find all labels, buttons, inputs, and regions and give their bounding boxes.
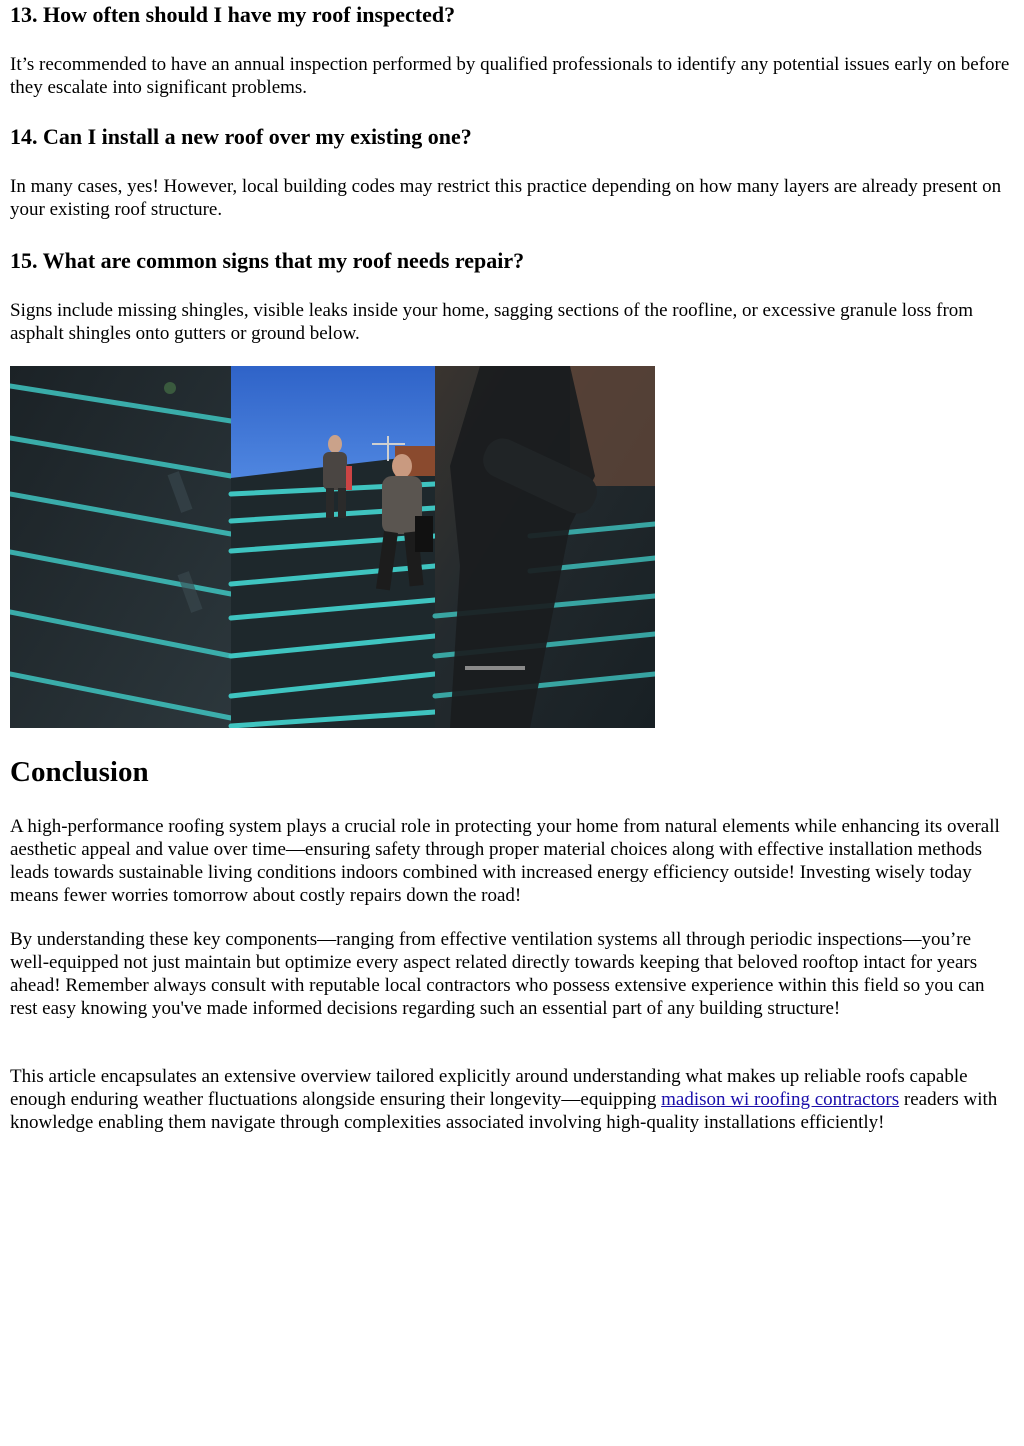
madison-roofing-link[interactable]: madison wi roofing contractors [661, 1089, 900, 1110]
faq-answer-15: Signs include missing shingles, visible leaks inside your home, sagging sections of the roofline, or excessive granule loss from asphalt shingles onto gutters or ground below. [10, 300, 974, 344]
roofers-on-roof-photo [10, 366, 655, 728]
faq-answer-13: It’s recommended to have an annual inspection performed by qualified professionals to identify any potential issues early on before they escalate into significant problems. [10, 54, 1010, 98]
paragraph-3-text-after: readers with knowledge enabling them navigate through complexities associated involving high-quality installations efficiently! [10, 1089, 998, 1133]
faq-question-14: 14. Can I install a new roof over my existing one? [10, 124, 472, 149]
conclusion-paragraph-3 [10, 1065, 1014, 1134]
faq-answer-14: In many cases, yes! However, local building codes may restrict this practice depending on how many layers are already present on your existing roof structure. [10, 176, 1002, 220]
faq-question-15: 15. What are common signs that my roof needs repair? [10, 248, 525, 273]
conclusion-heading: Conclusion [10, 756, 149, 788]
paragraph-3-text-before: This article encapsulates an extensive overview tailored explicitly around understanding what makes up reliable roofs capable enough enduring weather fluctuations alongside ensuring their longevity—equipping [10, 1066, 968, 1110]
conclusion-paragraph-2: By understanding these key components—ranging from effective ventilation systems all through periodic inspections—you’re well-equipped not just maintain but optimize every aspect related directly towards keeping that beloved rooftop intact for years ahead! Remember always consult with reputable local contractors who possess extensive experience within this field so you can rest easy knowing you've made informed decisions regarding such an essential part of any building structure! [10, 929, 985, 1019]
conclusion-paragraph-1: A high-performance roofing system plays a crucial role in protecting your home from natural elements while enhancing its overall aesthetic appeal and value over time—ensuring safety through proper material choices along with effective installation methods leads towards sustainable living conditions indoors combined with increased energy efficiency outside! Investing wisely today means fewer worries tomorrow about costly repairs down the road! [10, 816, 1000, 906]
faq-question-13: 13. How often should I have my roof inspected? [10, 2, 456, 27]
